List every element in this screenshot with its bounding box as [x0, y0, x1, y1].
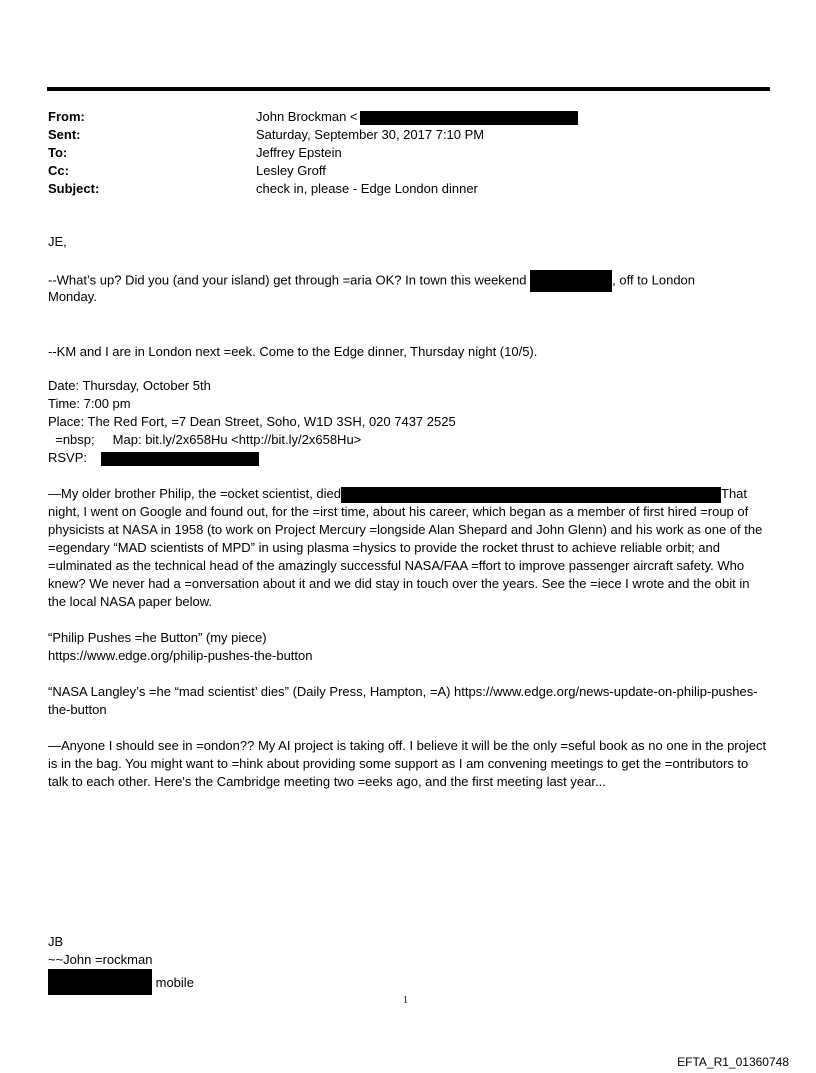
- nasa-line: “NASA Langley’s =he “mad scientist’ dies” (Daily Press, Hampton, =A) https://www.edge.org/news-update-on-philip-pushes-the-button: [48, 684, 758, 717]
- signature-name: ~~John =rockman: [48, 952, 153, 967]
- salutation: JE,: [48, 234, 67, 249]
- philip-text-b: That: [721, 486, 748, 501]
- time-line: Time: 7:00 pm: [48, 396, 131, 411]
- piece-title: “Philip Pushes =he Button” (my piece): [48, 630, 267, 645]
- map-line: =nbsp; Map: bit.ly/2x658Hu <http://bit.ly/2x658Hu>: [48, 432, 362, 447]
- para2: --KM and I are in London next =eek. Come to the Edge dinner, Thursday night (10/5).: [48, 344, 538, 359]
- redaction-box: [48, 969, 152, 995]
- sent-value: Saturday, September 30, 2017 7:10 PM: [256, 127, 485, 142]
- redaction-box: [530, 270, 612, 292]
- to-label: To:: [48, 145, 68, 160]
- mobile-label: mobile: [155, 975, 194, 990]
- redaction-box: [341, 487, 721, 503]
- signature-initials: JB: [48, 934, 64, 949]
- anyone-paragraph: —Anyone I should see in =ondon?? My AI project is taking off. I believe it will be the only =seful book as no one in the project is in the bag. You might want to =hink about providing some support as I am convening meetings to get the =ontributors to talk to each other. Here's the Cambridge meeting two =eeks ago, and the first meeting last year...: [48, 738, 767, 789]
- sent-label: Sent:: [48, 127, 81, 142]
- to-value: Jeffrey Epstein: [256, 145, 342, 160]
- philip-line1: [48, 485, 747, 503]
- philip-text-a: —My older brother Philip, the =ocket scientist, died: [48, 486, 342, 501]
- philip-paragraph: night, I went on Google and found out, for the =irst time, about his career, which began as a member of first hired =roup of physicists at NASA in 1958 (to work on Project Mercury =longside Alan Shepard and John Glenn) and his work as one of the =egendary “MAD scientists of MPD” in using plasma =hysics to provide the rocket thrust to achieve reliable orbit; and =ulminated as the technical head of the amazingly successful NASA/FAA =ffort to improve passenger aircraft safety. Who knew? We never had a =onversation about it and we did stay in touch over the years. See the =iece I wrote and the obit in the local NASA paper below.: [48, 504, 763, 609]
- para1-text-b: , off to London: [612, 272, 696, 288]
- para1-line2: Monday.: [48, 289, 97, 304]
- header-rule: [47, 87, 770, 91]
- redaction-box: [360, 111, 578, 125]
- cc-label: Cc:: [48, 163, 69, 178]
- signature-mobile: [48, 969, 194, 995]
- subject-label: Subject:: [48, 181, 100, 196]
- para1-text-a: --What’s up? Did you (and your island) get through =aria OK? In town this weekend: [48, 272, 527, 288]
- subject-value: check in, please - Edge London dinner: [256, 181, 478, 196]
- date-line: Date: Thursday, October 5th: [48, 378, 211, 393]
- rsvp-line: [48, 449, 259, 467]
- from-value: [256, 108, 578, 126]
- rsvp-label: RSVP:: [48, 450, 88, 465]
- from-sender: John Brockman <: [256, 109, 358, 124]
- cc-value: Lesley Groff: [256, 163, 326, 178]
- para1-line1: [48, 270, 695, 292]
- document-id: EFTA_R1_01360748: [677, 1055, 789, 1069]
- from-label: From:: [48, 109, 85, 124]
- page-number: 1: [403, 995, 408, 1006]
- place-line: Place: The Red Fort, =7 Dean Street, Soho, W1D 3SH, 020 7437 2525: [48, 414, 456, 429]
- redaction-box: [101, 452, 259, 466]
- piece-url[interactable]: https://www.edge.org/philip-pushes-the-button: [48, 648, 313, 663]
